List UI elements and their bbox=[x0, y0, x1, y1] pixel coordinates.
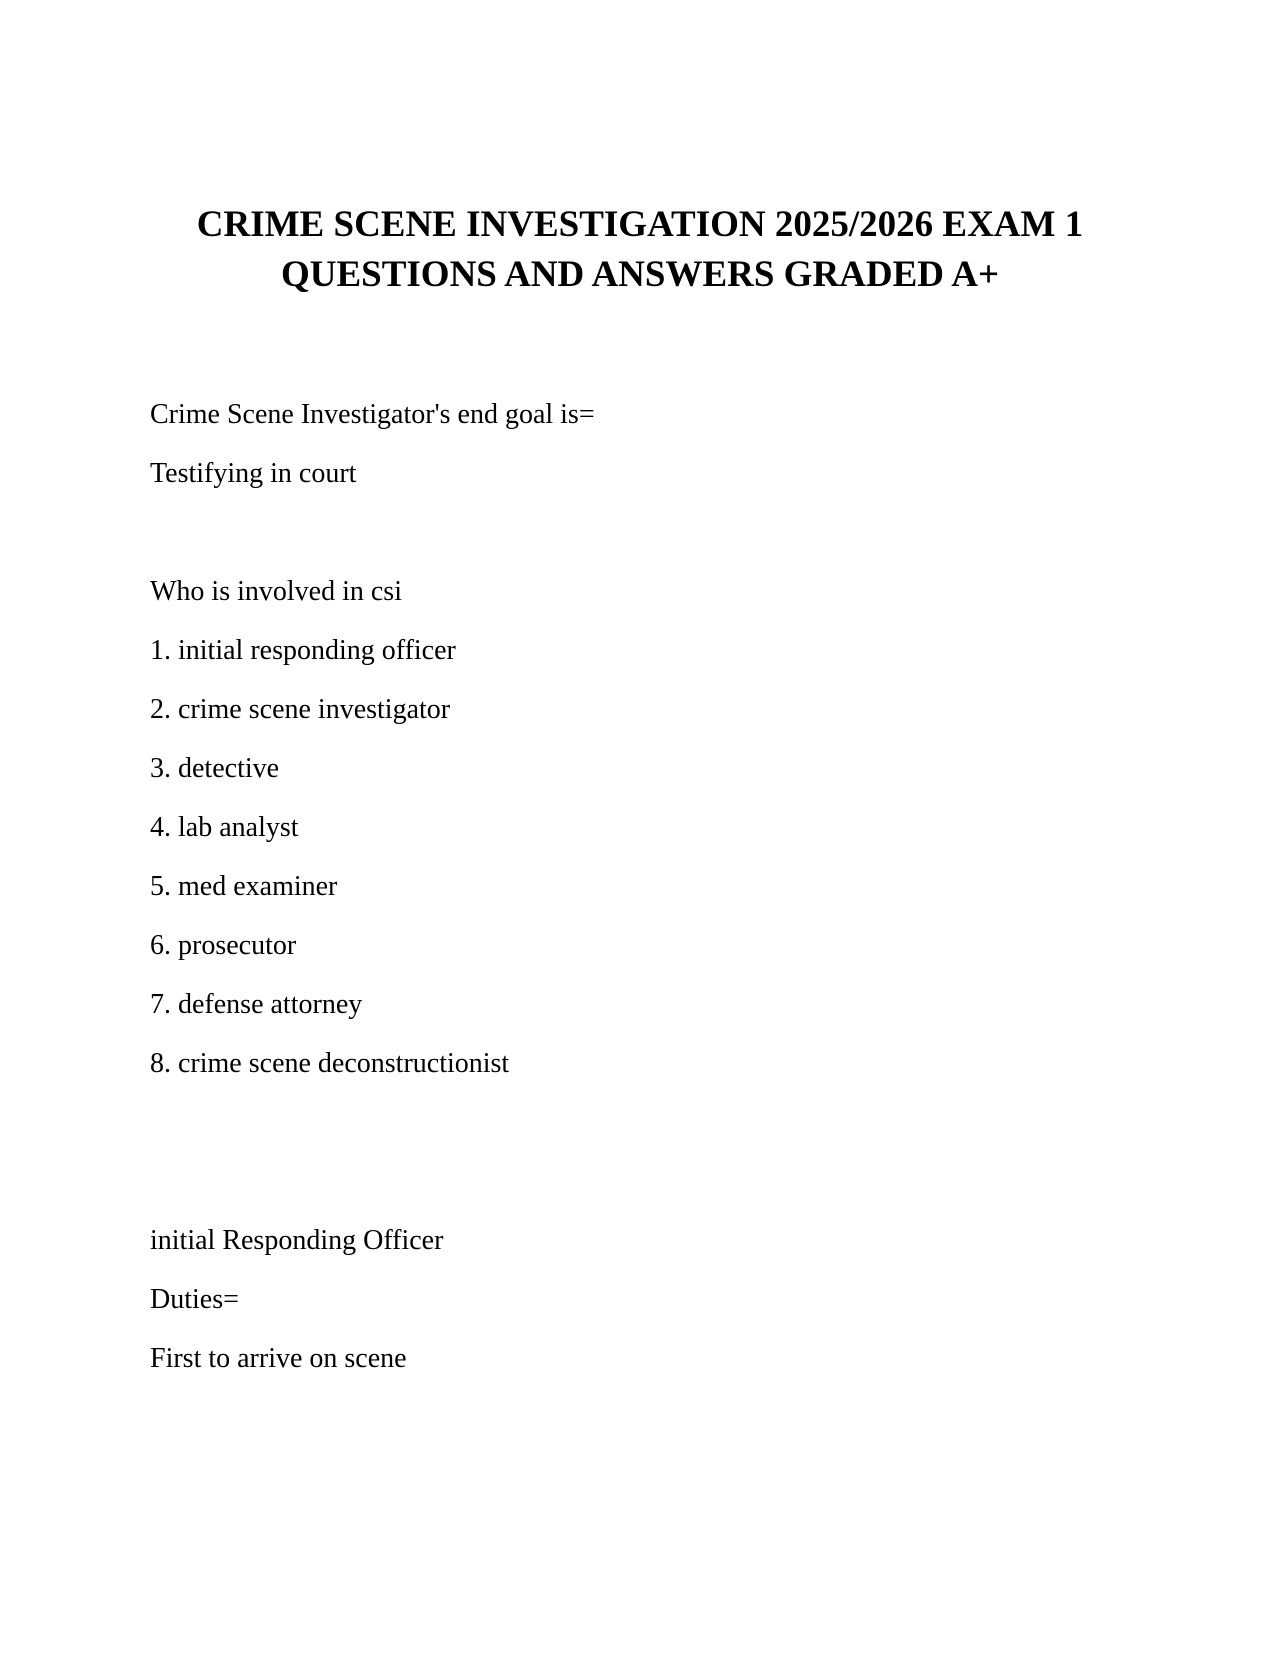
answer-responding-officer: First to arrive on scene bbox=[150, 1343, 407, 1374]
list-item: 7. defense attorney bbox=[150, 989, 363, 1020]
question-responding-officer: initial Responding Officer bbox=[150, 1225, 444, 1256]
question-who-involved: Who is involved in csi bbox=[150, 576, 402, 607]
question-end-goal: Crime Scene Investigator's end goal is= bbox=[150, 399, 595, 430]
list-item: 6. prosecutor bbox=[150, 930, 297, 961]
document-title bbox=[0, 200, 1280, 300]
list-item: 2. crime scene investigator bbox=[150, 694, 451, 725]
duties-label: Duties= bbox=[150, 1284, 239, 1315]
list-item: 3. detective bbox=[150, 753, 280, 784]
list-item: 8. crime scene deconstructionist bbox=[150, 1048, 510, 1079]
title-line-1: CRIME SCENE INVESTIGATION 2025/2026 EXAM 1 bbox=[196, 204, 1084, 245]
answer-end-goal: Testifying in court bbox=[150, 458, 357, 489]
list-item: 5. med examiner bbox=[150, 871, 338, 902]
title-line-2: QUESTIONS AND ANSWERS GRADED A+ bbox=[280, 254, 1000, 295]
list-item: 1. initial responding officer bbox=[150, 635, 456, 666]
list-item: 4. lab analyst bbox=[150, 812, 299, 843]
